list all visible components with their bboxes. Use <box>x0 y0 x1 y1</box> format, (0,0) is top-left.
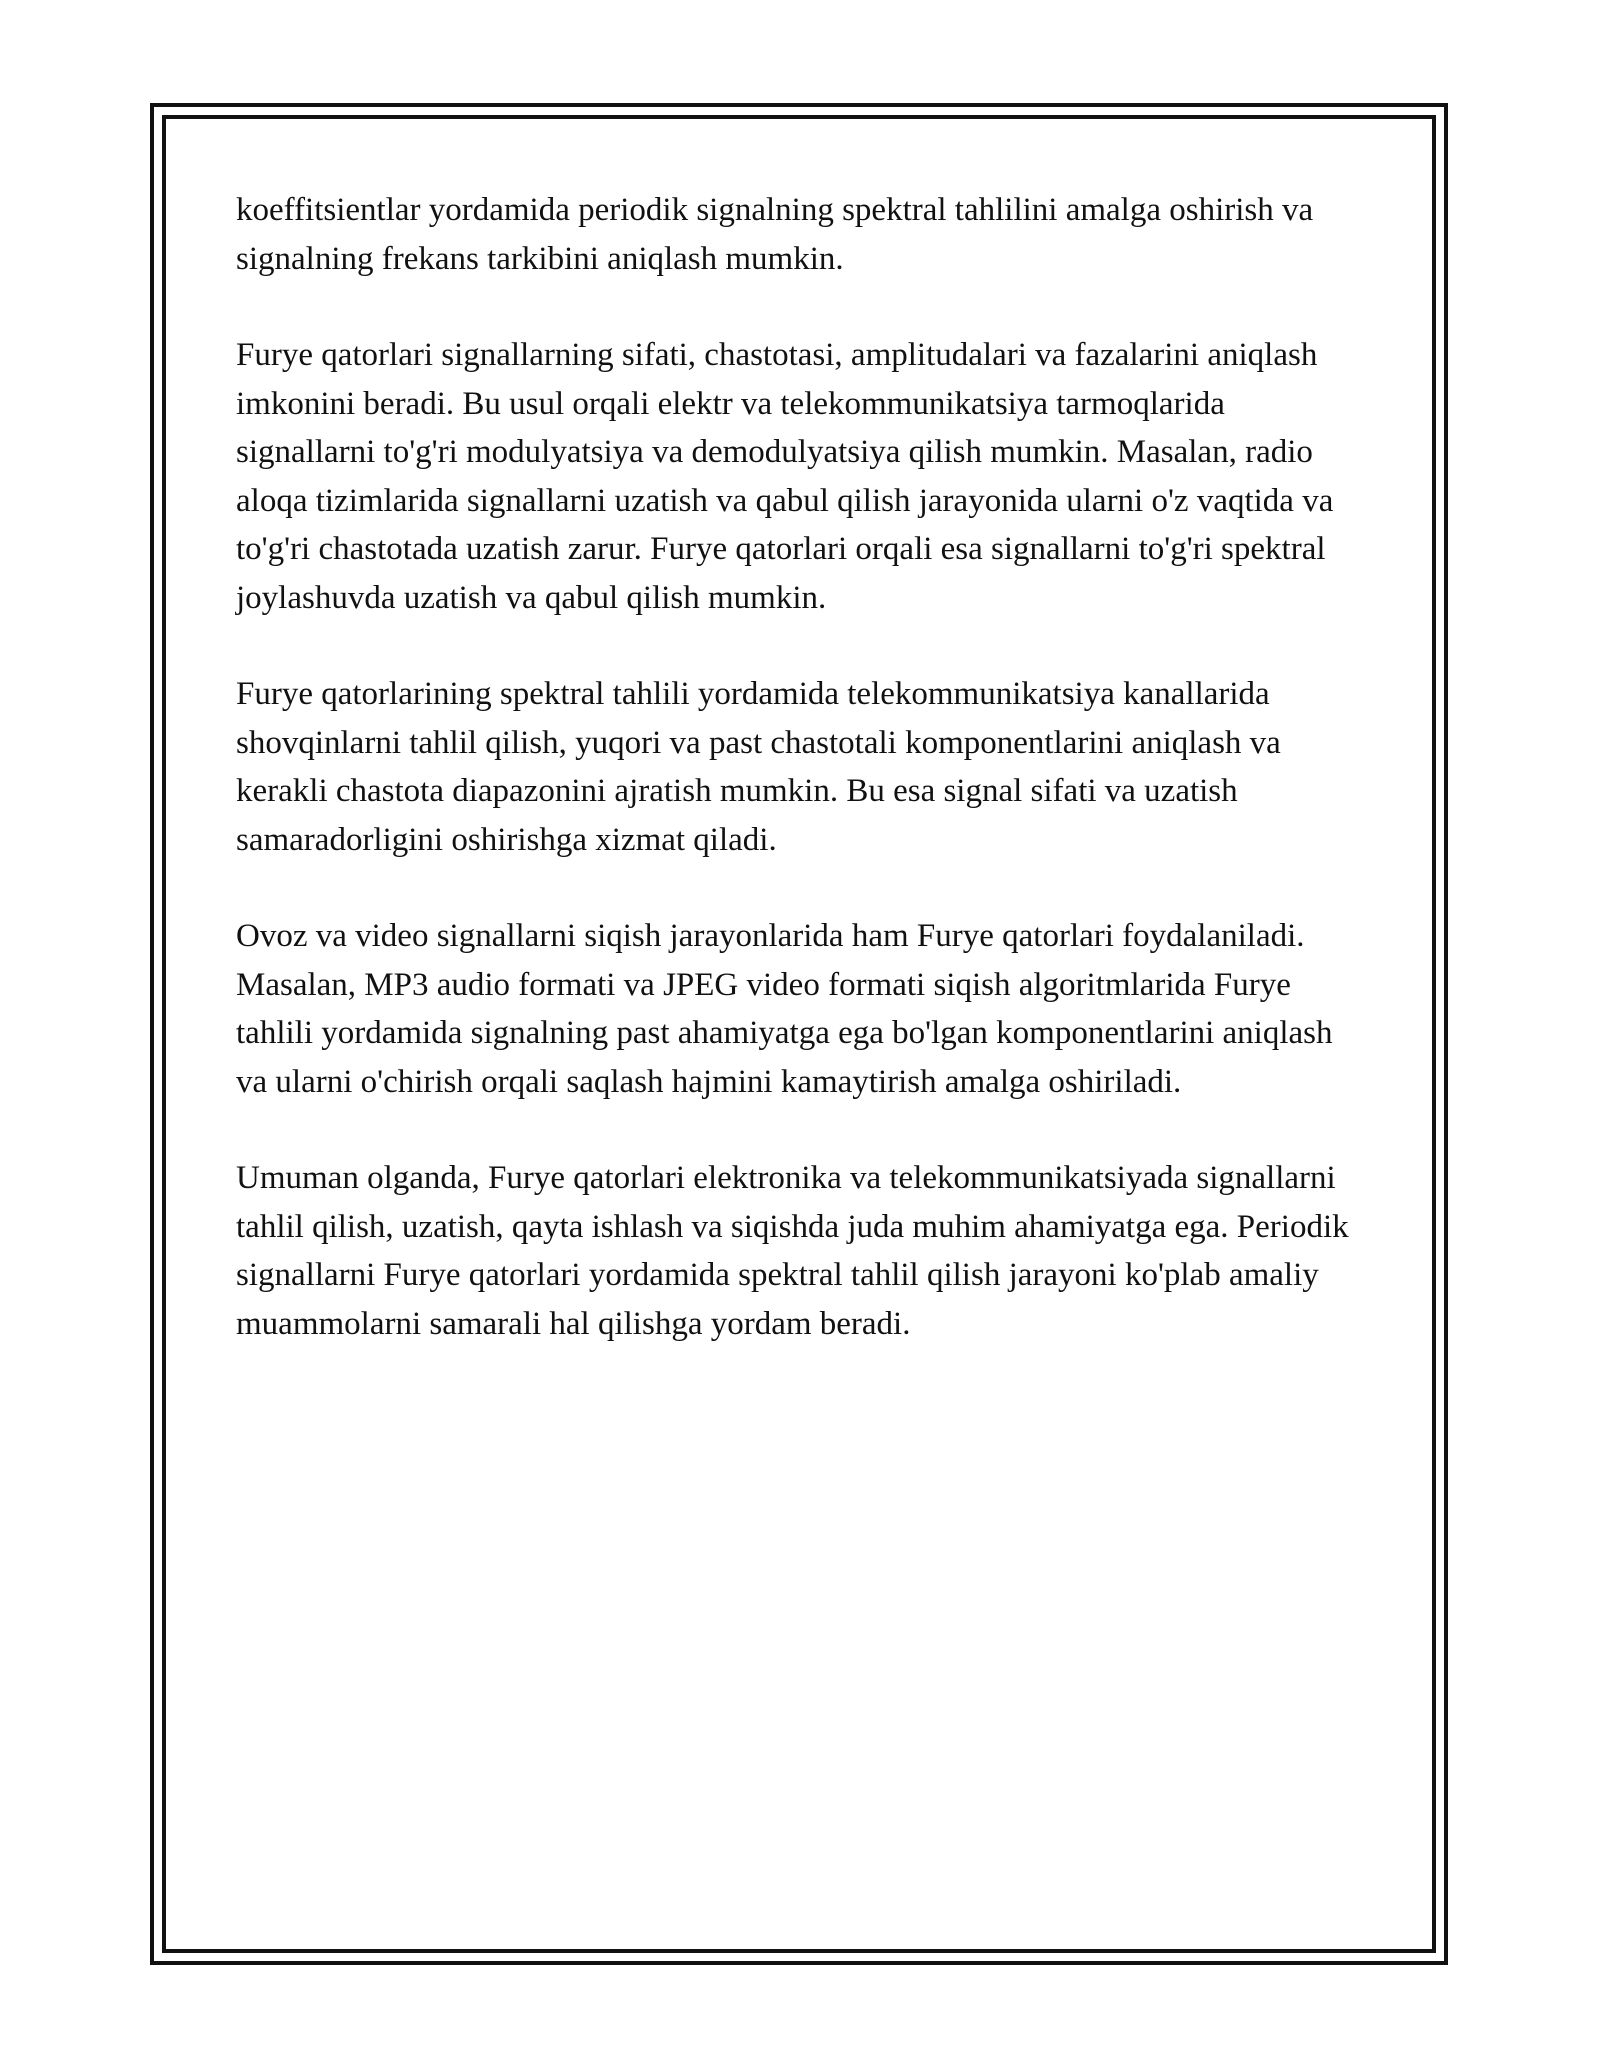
document-body <box>236 186 1366 1396</box>
paragraph-2: Furye qatorlari signallarning sifati, chastotasi, amplitudalari va fazalarini aniqlash imkonini beradi. Bu usul orqali elektr va telekommunikatsiya tarmoqlarida signallarni to'g'ri modulyatsiya va demodulyatsiya qilish mumkin. Masalan, radio aloqa tizimlarida signallarni uzatish va qabul qilish jarayonida ularni o'z vaqtida va to'g'ri chastotada uzatish zarur. Furye qatorlari orqali esa signallarni to'g'ri spektral joylashuvda uzatish va qabul qilish mumkin. <box>236 337 1334 616</box>
paragraph-4: Ovoz va video signallarni siqish jarayonlarida ham Furye qatorlari foydalaniladi. Masalan, MP3 audio formati va JPEG video formati siqish algoritmlarida Furye tahlili yordamida signalning past ahamiyatga ega bo'lgan komponentlarini aniqlash va ularni o'chirish orqali saqlash hajmini kamaytirish amalga oshiriladi. <box>236 918 1333 1100</box>
paragraph-3: Furye qatorlarining spektral tahlili yordamida telekommunikatsiya kanallarida shovqinlarni tahlil qilish, yuqori va past chastotali komponentlarini aniqlash va kerakli chastota diapazonini ajratish mumkin. Bu esa signal sifati va uzatish samaradorligini oshirishga xizmat qiladi. <box>236 676 1281 858</box>
paragraph-5: Umuman olganda, Furye qatorlari elektronika va telekommunikatsiyada signallarni tahlil qilish, uzatish, qayta ishlash va siqishda juda muhim ahamiyatga ega. Periodik signallarni Furye qatorlari yordamida spektral tahlil qilish jarayoni ko'plab amaliy muammolarni samarali hal qilishga yordam beradi. <box>236 1160 1349 1342</box>
paragraph-1: koeffitsientlar yordamida periodik signalning spektral tahlilini amalga oshirish va signalning frekans tarkibini aniqlash mumkin. <box>236 192 1314 277</box>
